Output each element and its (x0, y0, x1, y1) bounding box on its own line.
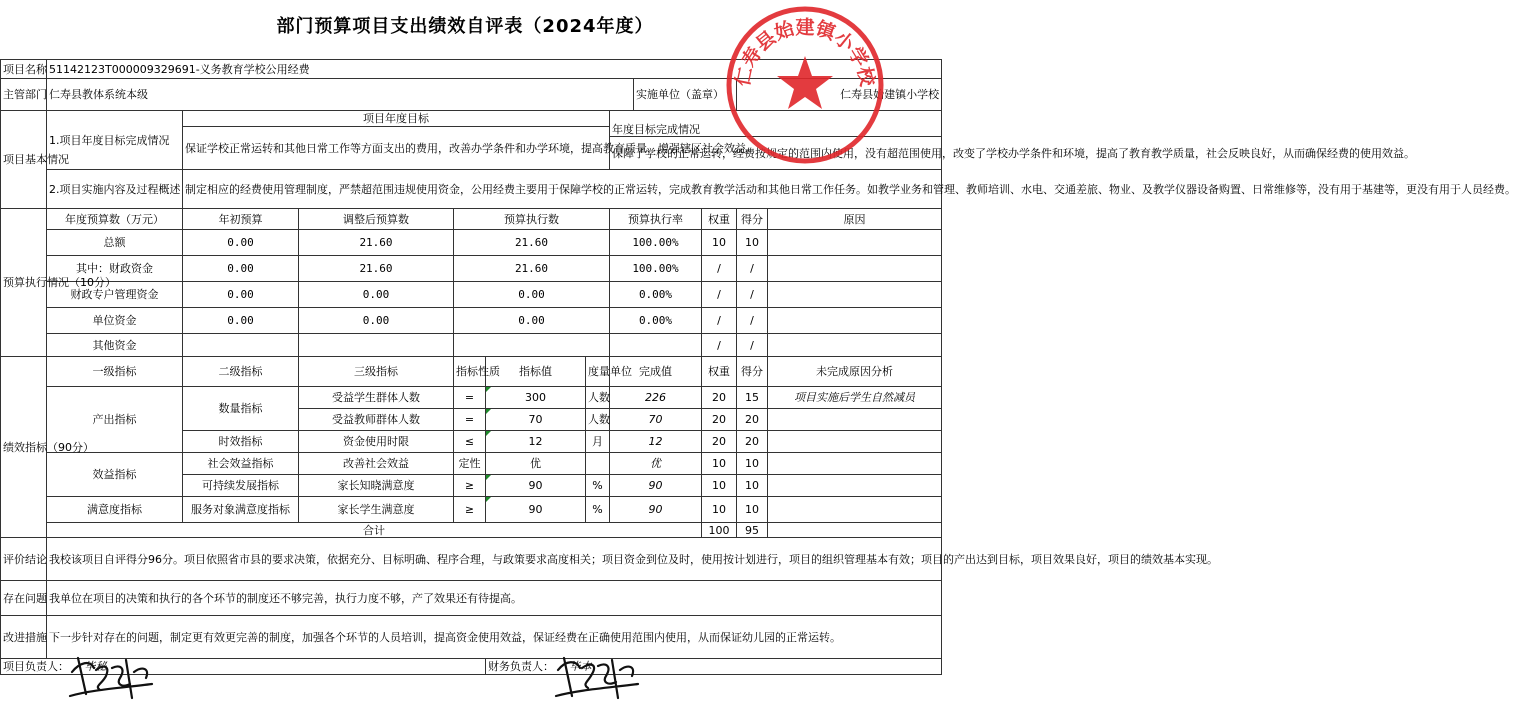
perf-value: 优 (486, 453, 586, 475)
perf-level3: 受益教师群体人数 (299, 409, 454, 431)
budget-initial: 0.00 (183, 230, 299, 256)
budget-adjusted (299, 334, 454, 357)
perf-header: 未完成原因分析 (768, 357, 942, 387)
perf-section-label: 绩效指标（90分） (1, 357, 47, 538)
budget-row (1, 308, 942, 334)
perf-value: 300 (486, 387, 586, 409)
perf-row (1, 453, 942, 475)
perf-value: 70 (486, 409, 586, 431)
perf-score: 20 (737, 431, 768, 453)
perf-header: 三级指标 (299, 357, 454, 387)
perf-header: 得分 (737, 357, 768, 387)
perf-level1: 产出指标 (47, 387, 183, 453)
budget-executed: 0.00 (454, 282, 610, 308)
budget-header: 得分 (737, 209, 768, 230)
perf-weight: 20 (702, 431, 737, 453)
evaluation-table (0, 59, 1516, 675)
perf-header: 指标性质 (454, 357, 486, 387)
budget-row (1, 230, 942, 256)
perf-header: 度量单位 (586, 357, 610, 387)
perf-row (1, 497, 942, 523)
total-label: 合计 (47, 523, 702, 538)
finance-signature-field (486, 659, 942, 675)
measures-text: 下一步针对存在的问题，制定更有效更完善的制度，加强各个环节的人员培训，提高资金使用效益，保证经费在正确使用范围内使用，从而保证幼儿园的正常运转。 (47, 616, 942, 659)
page-title: 部门预算项目支出绩效自评表（2024年度） (276, 16, 654, 37)
perf-level2: 时效指标 (183, 431, 299, 453)
dept-value: 仁寿县教体系统本级 (47, 79, 634, 111)
perf-level3: 资金使用时限 (299, 431, 454, 453)
perf-weight: 10 (702, 475, 737, 497)
budget-executed (454, 334, 610, 357)
perf-level2: 社会效益指标 (183, 453, 299, 475)
budget-weight: 10 (702, 230, 737, 256)
budget-row-label: 总额 (47, 230, 183, 256)
perf-header: 完成值 (610, 357, 702, 387)
perf-value: 12 (486, 431, 586, 453)
perf-nature: = (454, 409, 486, 431)
budget-initial: 0.00 (183, 282, 299, 308)
perf-reason (768, 409, 942, 431)
perf-level2: 服务对象满意度指标 (183, 497, 299, 523)
budget-reason (768, 308, 942, 334)
perf-reason (768, 431, 942, 453)
perf-done: 优 (610, 453, 702, 475)
perf-level2: 可持续发展指标 (183, 475, 299, 497)
perf-done: 90 (610, 475, 702, 497)
budget-initial: 0.00 (183, 308, 299, 334)
total-score: 95 (737, 523, 768, 538)
target-header: 项目年度目标 (183, 111, 610, 127)
budget-header: 预算执行数 (454, 209, 610, 230)
finance-label: 财务负责人： (488, 660, 554, 673)
budget-header: 年初预算 (183, 209, 299, 230)
budget-rate (610, 334, 702, 357)
perf-score: 10 (737, 475, 768, 497)
impl-unit-label: 实施单位（盖章） (634, 79, 737, 111)
budget-row-label: 单位资金 (47, 308, 183, 334)
perf-done: 12 (610, 431, 702, 453)
basic-section-label: 项目基本情况 (1, 111, 47, 209)
seal-text: 仁寿县始建镇小学校 (731, 16, 879, 89)
perf-reason (768, 475, 942, 497)
budget-reason (768, 256, 942, 282)
budget-initial (183, 334, 299, 357)
perf-score: 15 (737, 387, 768, 409)
conclusion-text: 我校该项目自评得分96分。项目依照省市县的要求决策，依据充分、目标明确、程序合理，与政策要求高度相关；项目资金到位及时，使用按计划进行，项目的组织管理基本有效；项目的产出达到目标，项目效果良好，项目的绩效基本实现。 (47, 538, 942, 581)
leader-signature-field (1, 659, 486, 675)
perf-reason: 项目实施后学生自然减员 (768, 387, 942, 409)
budget-score: / (737, 282, 768, 308)
total-reason (768, 523, 942, 538)
budget-weight: / (702, 282, 737, 308)
perf-unit: % (586, 497, 610, 523)
perf-nature: ≤ (454, 431, 486, 453)
total-row (1, 523, 942, 538)
perf-score: 10 (737, 497, 768, 523)
perf-header: 二级指标 (183, 357, 299, 387)
budget-initial: 0.00 (183, 256, 299, 282)
budget-rate: 0.00% (610, 282, 702, 308)
budget-rate: 100.00% (610, 230, 702, 256)
perf-level3: 家长知晓满意度 (299, 475, 454, 497)
budget-row-label: 其中：财政资金 (47, 256, 183, 282)
perf-header: 指标值 (486, 357, 586, 387)
budget-row (1, 282, 942, 308)
perf-nature: 定性 (454, 453, 486, 475)
perf-score: 10 (737, 453, 768, 475)
perf-level1: 效益指标 (47, 453, 183, 497)
budget-header: 调整后预算数 (299, 209, 454, 230)
perf-done: 226 (610, 387, 702, 409)
budget-rate: 100.00% (610, 256, 702, 282)
implementation-text: 制定相应的经费使用管理制度，严禁超范围违规使用资金，公用经费主要用于保障学校的正常运转，完成教育教学活动和其他日常工作任务。如教学业务和管理、教师培训、水电、交通差旅、物业、及教学仪器设备购置、日常维修等，没有用于基建等，更没有用于人员经费。 (183, 170, 942, 209)
budget-executed: 0.00 (454, 308, 610, 334)
perf-done: 70 (610, 409, 702, 431)
dept-label: 主管部门 (1, 79, 47, 111)
perf-unit: 人数 (586, 409, 610, 431)
perf-unit: 人数 (586, 387, 610, 409)
budget-score: / (737, 256, 768, 282)
budget-row (1, 334, 942, 357)
perf-level1: 满意度指标 (47, 497, 183, 523)
perf-unit: % (586, 475, 610, 497)
completion-header: 年度目标完成情况 (610, 111, 942, 137)
budget-reason (768, 282, 942, 308)
perf-done: 90 (610, 497, 702, 523)
budget-section-label: 预算执行情况（10分） (1, 209, 47, 357)
perf-value: 90 (486, 475, 586, 497)
perf-header: 一级指标 (47, 357, 183, 387)
perf-header: 权重 (702, 357, 737, 387)
issues-text: 我单位在项目的决策和执行的各个环节的制度还不够完善，执行力度不够，产了效果还有待提高。 (47, 581, 942, 616)
budget-score: 10 (737, 230, 768, 256)
completion-text: 保障了学校的正常运转，经费按规定的范围内使用，没有超范围使用，改变了学校办学条件和环境，提高了教育教学质量，社会反映良好，从而确保经费的使用效益。 (610, 137, 942, 170)
budget-executed: 21.60 (454, 256, 610, 282)
annual-target-text: 保证学校正常运转和其他日常工作等方面支出的费用，改善办学条件和办学环境，提高教育质量，增强辖区社会效益。 (183, 127, 610, 170)
perf-unit (586, 453, 610, 475)
perf-score: 20 (737, 409, 768, 431)
budget-adjusted: 21.60 (299, 256, 454, 282)
budget-header: 权重 (702, 209, 737, 230)
impl-unit-value: 仁寿县始建镇小学校 (737, 79, 942, 111)
budget-executed: 21.60 (454, 230, 610, 256)
perf-unit: 月 (586, 431, 610, 453)
project-name-value: 51142123T000009329691-义务教育学校公用经费 (47, 60, 942, 79)
perf-weight: 20 (702, 409, 737, 431)
perf-value: 90 (486, 497, 586, 523)
perf-level3: 改善社会效益 (299, 453, 454, 475)
perf-nature: ≥ (454, 475, 486, 497)
perf-nature: ≥ (454, 497, 486, 523)
perf-weight: 20 (702, 387, 737, 409)
total-weight: 100 (702, 523, 737, 538)
implementation-label: 2.项目实施内容及过程概述 (47, 170, 183, 209)
conclusion-label: 评价结论 (1, 538, 47, 581)
budget-rate: 0.00% (610, 308, 702, 334)
project-name-label: 项目名称 (1, 60, 47, 79)
budget-adjusted: 21.60 (299, 230, 454, 256)
budget-adjusted: 0.00 (299, 308, 454, 334)
leader-signature-text: 毕秘 (84, 660, 107, 673)
target-completion-label: 1.项目年度目标完成情况 (47, 111, 183, 170)
budget-score: / (737, 308, 768, 334)
budget-weight: / (702, 334, 737, 357)
perf-nature: = (454, 387, 486, 409)
budget-row-label: 财政专户管理资金 (47, 282, 183, 308)
budget-reason (768, 334, 942, 357)
budget-header: 预算执行率 (610, 209, 702, 230)
finance-signature-text: 毕本 (569, 660, 592, 673)
budget-row (1, 256, 942, 282)
perf-reason (768, 453, 942, 475)
perf-level2: 数量指标 (183, 387, 299, 431)
budget-header: 年度预算数（万元） (47, 209, 183, 230)
perf-reason (768, 497, 942, 523)
budget-reason (768, 230, 942, 256)
budget-header: 原因 (768, 209, 942, 230)
budget-adjusted: 0.00 (299, 282, 454, 308)
budget-row-label: 其他资金 (47, 334, 183, 357)
perf-weight: 10 (702, 497, 737, 523)
perf-weight: 10 (702, 453, 737, 475)
perf-row (1, 387, 942, 409)
perf-level3: 家长学生满意度 (299, 497, 454, 523)
budget-score: / (737, 334, 768, 357)
budget-weight: / (702, 256, 737, 282)
perf-level3: 受益学生群体人数 (299, 387, 454, 409)
measures-label: 改进措施 (1, 616, 47, 659)
issues-label: 存在问题 (1, 581, 47, 616)
budget-weight: / (702, 308, 737, 334)
leader-label: 项目负责人： (3, 660, 69, 673)
